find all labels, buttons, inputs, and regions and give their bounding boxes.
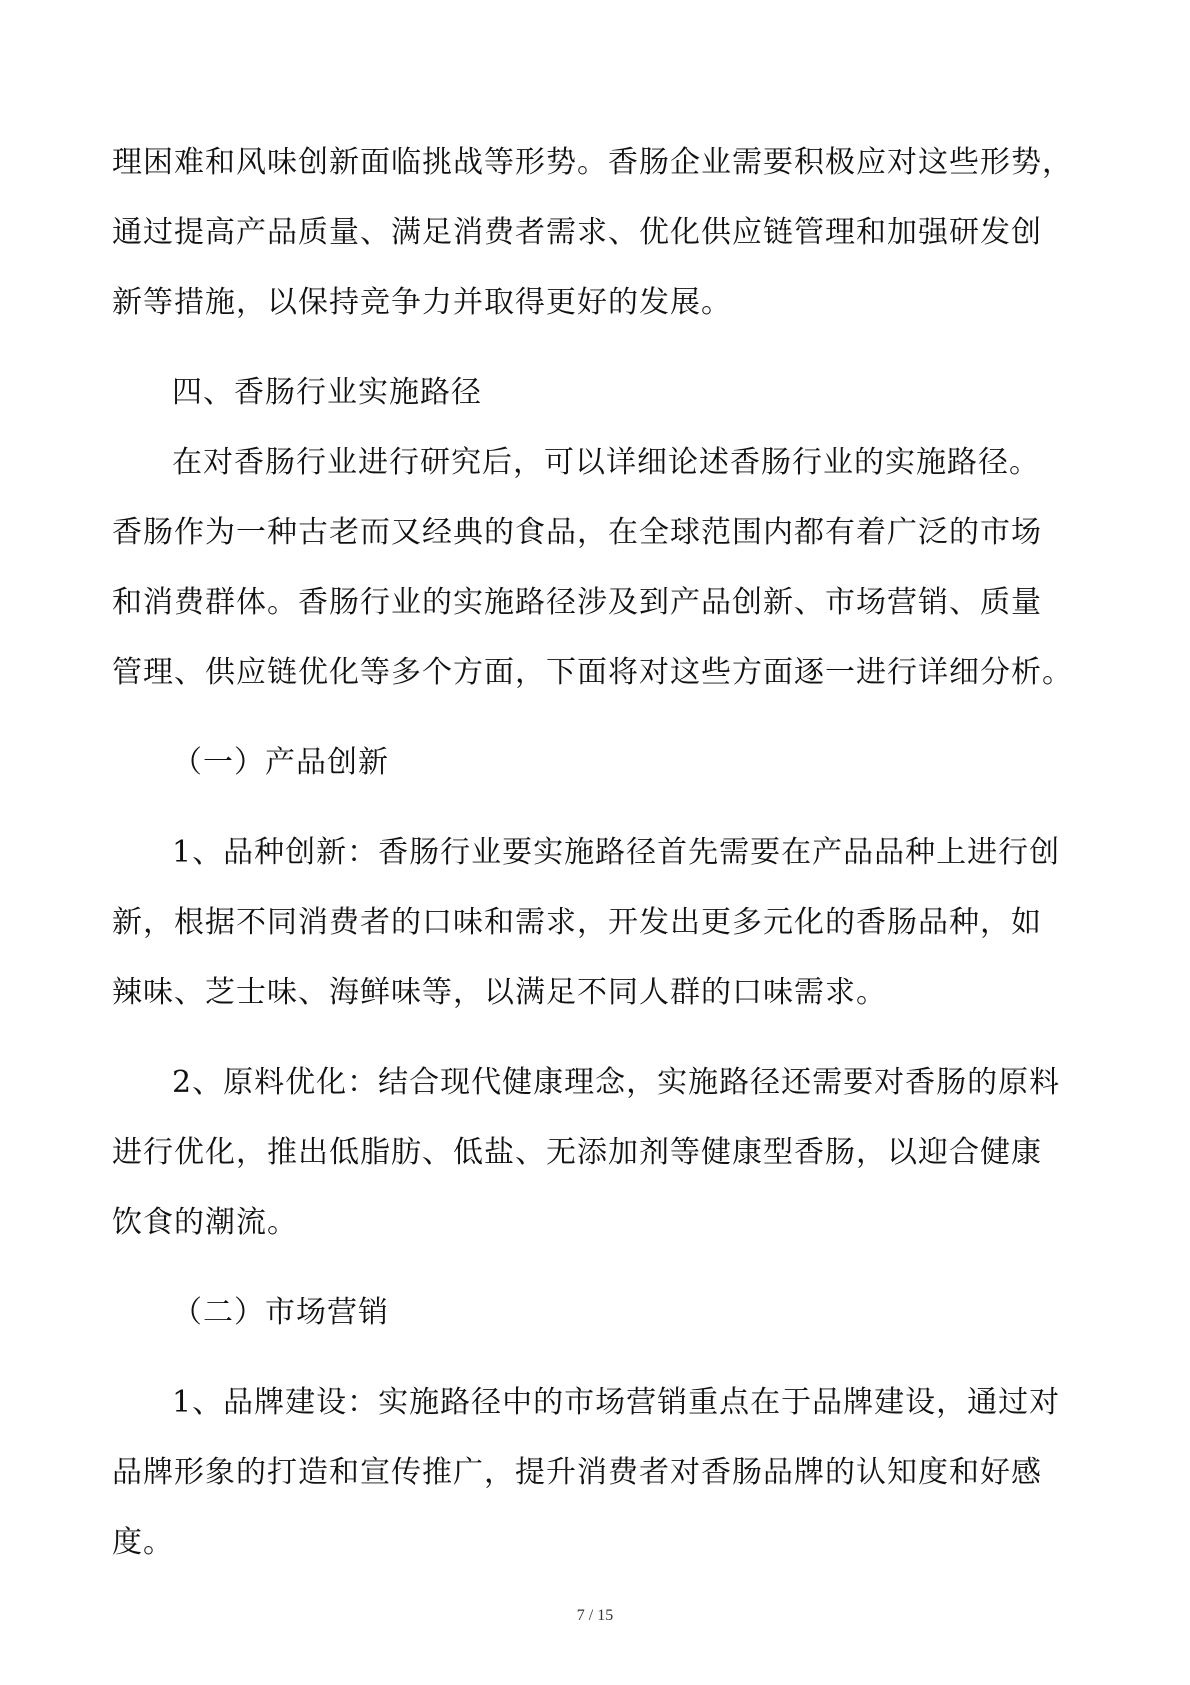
text-line: 新，根据不同消费者的口味和需求，开发出更多元化的香肠品种，如 [112, 905, 1042, 940]
text-line: 饮食的潮流。 [112, 1205, 298, 1240]
text-line: 度。 [112, 1525, 174, 1560]
page-number: 7 / 15 [576, 1607, 614, 1624]
paragraph-brand-building [112, 1368, 1092, 1578]
text-line: 1、品种创新：香肠行业要实施路径首先需要在产品品种上进行创 [172, 835, 1061, 870]
subheading-marketing: （二）市场营销 [172, 1295, 389, 1330]
paragraph-conclusion [112, 128, 1092, 338]
text-line: 进行优化，推出低脂肪、低盐、无添加剂等健康型香肠，以迎合健康 [112, 1135, 1042, 1170]
text-line: 管理、供应链优化等多个方面，下面将对这些方面逐一进行详细分析。 [112, 655, 1073, 690]
text-line: 香肠作为一种古老而又经典的食品，在全球范围内都有着广泛的市场 [112, 515, 1042, 550]
text-line: 品牌形象的打造和宣传推广，提升消费者对香肠品牌的认知度和好感 [112, 1455, 1042, 1490]
text-line: 通过提高产品质量、满足消费者需求、优化供应链管理和加强研发创 [112, 215, 1042, 250]
text-line: 新等措施，以保持竞争力并取得更好的发展。 [112, 285, 732, 320]
text-line: 在对香肠行业进行研究后，可以详细论述香肠行业的实施路径。 [172, 445, 1040, 480]
subheading-product-innovation: （一）产品创新 [172, 745, 389, 780]
document-body [112, 128, 1092, 1578]
text-line: 理困难和风味创新面临挑战等形势。香肠企业需要积极应对这些形势， [112, 145, 1073, 180]
text-line: 1、品牌建设：实施路径中的市场营销重点在于品牌建设，通过对 [172, 1385, 1061, 1420]
text-line: 辣味、芝士味、海鲜味等，以满足不同人群的口味需求。 [112, 975, 887, 1010]
text-line: 2、原料优化：结合现代健康理念，实施路径还需要对香肠的原料 [172, 1065, 1061, 1100]
text-line: 和消费群体。香肠行业的实施路径涉及到产品创新、市场营销、质量 [112, 585, 1042, 620]
paragraph-intro [112, 428, 1092, 708]
paragraph-ingredient-optimization [112, 1048, 1092, 1258]
section-heading-implementation-path: 四、香肠行业实施路径 [172, 375, 482, 410]
paragraph-variety-innovation [112, 818, 1092, 1028]
